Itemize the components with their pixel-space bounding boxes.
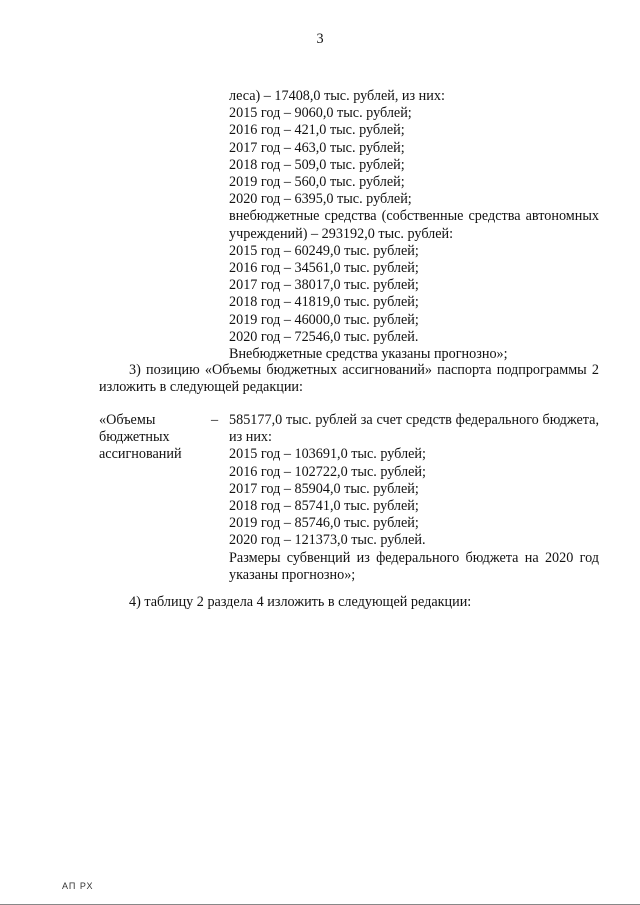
value-line: 2016 год – 102722,0 тыс. рублей; [229,463,426,480]
passport-label [99,412,209,464]
passport-value [229,412,599,584]
text-line: учреждений) – 293192,0 тыс. рублей: [229,225,454,242]
text-line: Внебюджетные средства указаны прогнозно»; [229,346,508,363]
text-line: внебюджетные средства (собственные средства автономных [229,208,599,225]
value-line: 2015 год – 103691,0 тыс. рублей; [229,446,426,463]
footer-code: АП РХ [62,881,94,891]
text-line: 2015 год – 60249,0 тыс. рублей; [229,242,419,259]
value-line: 2019 год – 85746,0 тыс. рублей; [229,515,419,532]
value-line: 2020 год – 121373,0 тыс. рублей. [229,532,426,549]
label-line: ассигнований [99,446,182,463]
text-line: 2020 год – 6395,0 тыс. рублей; [229,191,412,208]
value-line: 2018 год – 85741,0 тыс. рублей; [229,498,419,515]
value-line: из них: [229,429,272,446]
funding-continuation-block [229,88,599,363]
text-line: 2018 год – 509,0 тыс. рублей; [229,156,405,173]
text-line: 2017 год – 463,0 тыс. рублей; [229,139,405,156]
paragraph-line: 3) позицию «Объемы бюджетных ассигнований» паспорта подпрограммы 2 [129,362,599,378]
paragraph-item-4 [129,594,599,611]
text-line: 2016 год – 34561,0 тыс. рублей; [229,260,419,277]
text-line: 2018 год – 41819,0 тыс. рублей; [229,294,419,311]
value-line: 2017 год – 85904,0 тыс. рублей; [229,480,419,497]
paragraph-line: изложить в следующей редакции: [99,379,303,396]
value-line: указаны прогнозно»; [229,566,356,583]
label-line: «Объемы [99,412,156,428]
label-line: бюджетных [99,429,170,446]
dash-separator: – [211,412,219,428]
text-line: 2019 год – 46000,0 тыс. рублей; [229,311,419,328]
page-number: 3 [316,31,324,47]
paragraph-item-3 [99,362,599,396]
paragraph-line: 4) таблицу 2 раздела 4 изложить в следующей редакции: [129,594,472,610]
value-line: Размеры субвенций из федерального бюджета на 2020 год [229,549,599,566]
text-line: леса) – 17408,0 тыс. рублей, из них: [229,88,445,104]
text-line: 2017 год – 38017,0 тыс. рублей; [229,277,419,294]
text-line: 2015 год – 9060,0 тыс. рублей; [229,105,412,122]
text-line: 2020 год – 72546,0 тыс. рублей. [229,328,419,345]
value-line: 585177,0 тыс. рублей за счет средств федерального бюджета, [229,412,599,428]
text-line: 2019 год – 560,0 тыс. рублей; [229,174,405,191]
text-line: 2016 год – 421,0 тыс. рублей; [229,122,405,139]
